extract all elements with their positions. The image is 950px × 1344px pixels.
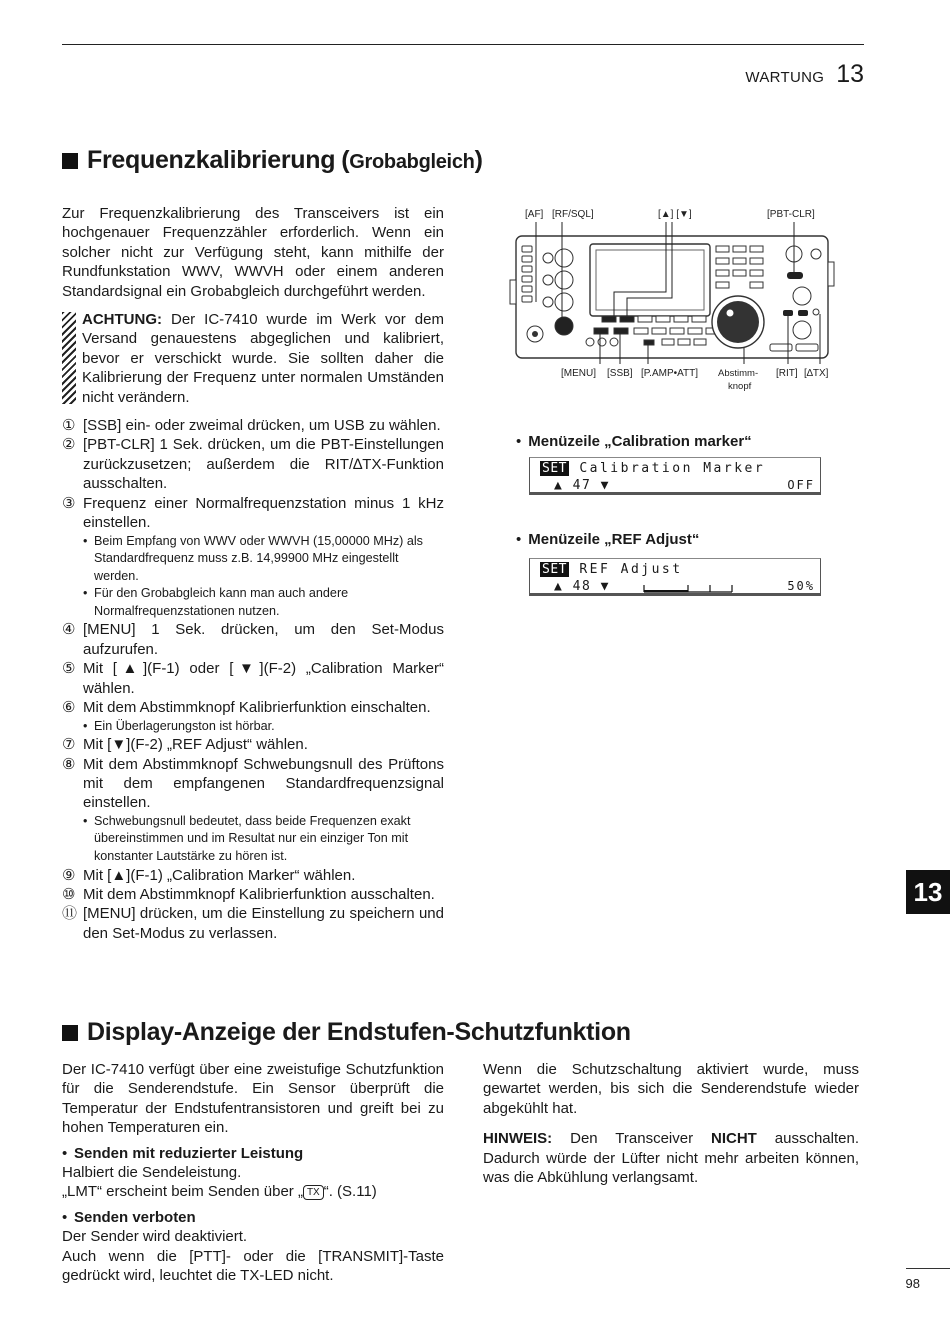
menu2-heading-line: • Menüzeile „REF Adjust“ <box>516 531 700 548</box>
section1-title-sub: Grobabgleich <box>349 151 475 173</box>
up-arrow-icon: ▲ <box>554 579 564 594</box>
section2-right-column <box>483 1060 859 1187</box>
menu1-heading-line: • Menüzeile „Calibration marker“ <box>516 433 752 450</box>
running-head <box>745 60 864 89</box>
section2-right-p1: Wenn die Schutzschaltung aktiviert wurde, muss gewartet werden, bis sich die Senderendstufe wieder abgekühlt hat. <box>483 1061 859 1117</box>
menu2-number: 48 <box>572 579 592 594</box>
menu1-heading: Menüzeile „Calibration marker“ <box>528 433 752 450</box>
item1-line1: Halbiert die Sendeleistung. <box>62 1164 242 1182</box>
step-1: ① [SSB] ein- oder zweimal drücken, um USB zu wählen. <box>62 417 441 435</box>
step-8: ⑧ Mit dem Abstimmknopf Schwebungsnull des Prüftons mit dem empfangenen Standardfrequenzsignal einstellen. <box>62 755 444 812</box>
step-10: ⑩ Mit dem Abstimmknopf Kalibrierfunktion ausschalten. <box>62 885 435 903</box>
label-dtx: [∆TX] <box>804 368 829 379</box>
menu1-value: OFF <box>787 478 815 492</box>
down-arrow-icon: ▼ <box>600 478 610 493</box>
label-tuning-knob-2: knopf <box>728 381 752 392</box>
step-11: ⑪ [MENU] drücken, um die Einstellung zu speichern und den Set-Modus zu verlassen. <box>62 905 444 942</box>
label-af: [AF] <box>525 209 544 220</box>
section2-intro: Der IC-7410 verfügt über eine zweistufige Schutzfunktion für die Senderendstufe. Ein Sensor überprüft die Temperatur der Endstufentransistoren und greift bei zu hohen Temperaturen ein. <box>62 1061 444 1137</box>
menu2-set-badge: SET <box>542 562 567 577</box>
caution-text: Der IC-7410 wurde im Werk vor dem Versand genauestens abgeglichen und kalibriert, bevor er verschickt wurde. Sie sollten daher die Kalibrierung der Frequenz unter normalen Umständen nicht verändern. <box>82 311 444 406</box>
chapter-number: 13 <box>836 60 864 88</box>
step-6: ⑥ Mit dem Abstimmknopf Kalibrierfunktion einschalten. <box>62 699 431 717</box>
menu1-set-badge: SET <box>542 461 567 476</box>
item2-line1: Der Sender wird deaktiviert. <box>62 1228 248 1246</box>
down-arrow-icon: ▼ <box>600 579 610 594</box>
section1-heading: Frequenzkalibrierung ( Grobabgleich ) <box>62 146 483 175</box>
step-3-note-2: • Für den Grobabgleich kann man auch andere Normalfrequenzstationen nutzen. <box>62 585 444 620</box>
label-pbt-clr: [PBT-CLR] <box>767 209 815 220</box>
page-number: 98 <box>905 1276 920 1291</box>
menu2-level-bar <box>642 582 734 594</box>
step-5: ⑤ Mit [▲](F-1) oder [▼](F-2) „Calibration Marker“ wählen. <box>62 660 444 697</box>
section2-heading <box>62 1018 631 1047</box>
item1-heading: • Senden mit reduzierter Leistung <box>62 1144 444 1163</box>
transceiver-front-panel-diagram <box>506 200 846 400</box>
step-9: ⑨ Mit [▲](F-1) „Calibration Marker“ wählen. <box>62 866 356 884</box>
label-tuning-knob-1: Abstimm- <box>718 368 759 379</box>
section1-left-column <box>62 204 444 943</box>
section2-left-column <box>62 1060 444 1285</box>
step-4: ④ [MENU] 1 Sek. drücken, um den Set-Modus aufzurufen. <box>62 621 444 658</box>
menu2-item: REF Adjust <box>579 562 683 577</box>
tx-key-icon: TX <box>303 1185 324 1200</box>
top-rule <box>62 44 864 45</box>
item2-heading: • Senden verboten <box>62 1208 444 1227</box>
menu2-lcd <box>529 558 821 596</box>
step-3: ③ Frequenz einer Normalfrequenzstation minus 1 kHz einstellen. <box>62 494 444 532</box>
step-7: ⑦ Mit [▼](F-2) „REF Adjust“ wählen. <box>62 736 308 754</box>
menu1-item: Calibration Marker <box>579 461 766 476</box>
step-3-note-1: • Beim Empfang von WWV oder WWVH (15,00000 MHz) als Standardfrequenz muss z.B. 14,99900 MHz eingestellt werden. <box>62 533 444 586</box>
label-up-down: [▲] [▼] <box>658 209 692 220</box>
label-menu: [MENU] <box>561 368 596 379</box>
section1-intro: Zur Frequenzkalibrierung des Transceivers ist ein hochgenauer Frequenzzähler erforderlich. Wenn ein solcher nicht zur Verfügung steht, kann mithilfe der Rundfunkstation WWV, WWVH oder einem anderen Standardsignal ein Grobabgleich durchgeführt werden. <box>62 205 444 300</box>
up-arrow-icon: ▲ <box>554 478 564 493</box>
menu2-value: 50% <box>787 579 815 593</box>
section1-title: Frequenzkalibrierung <box>87 146 336 174</box>
chapter-tab: 13 <box>906 870 950 914</box>
hint-paragraph: HINWEIS: Den Transceiver NICHT ausschalten. Dadurch würde der Lüfter nicht mehr arbeiten können, was die Abkühlung verlangsamt. <box>483 1130 859 1187</box>
label-pamp-att: [P.AMP•ATT] <box>641 368 699 379</box>
heading-square-icon <box>62 1025 78 1041</box>
label-rit: [RIT] <box>776 368 798 379</box>
menu1-number: 47 <box>572 478 592 493</box>
item1-line2: „LMT“ erscheint beim Senden über „ TX “. (S.11) <box>62 1183 377 1201</box>
menu1-lcd <box>529 457 821 495</box>
label-rf-sql: [RF/SQL] <box>552 209 594 220</box>
section-name: WARTUNG <box>745 69 825 86</box>
section2-title: Display-Anzeige der Endstufen-Schutzfunktion <box>87 1018 631 1046</box>
step-2: ② [PBT-CLR] 1 Sek. drücken, um die PBT-Einstellungen zurückzusetzen; außerdem die RIT/∆TX-Funktion ausschalten. <box>62 436 444 493</box>
caution-label: ACHTUNG: <box>82 311 162 329</box>
caution-hatch-icon <box>62 312 76 404</box>
caution-box <box>62 310 444 407</box>
label-ssb: [SSB] <box>607 368 633 379</box>
bottom-rule <box>906 1268 950 1269</box>
item2-line2: Auch wenn die [PTT]- oder die [TRANSMIT]-Taste gedrückt wird, leuchtet die TX-LED nicht. <box>62 1247 444 1285</box>
heading-square-icon <box>62 153 78 169</box>
menu2-heading: Menüzeile „REF Adjust“ <box>528 531 700 548</box>
step-list <box>62 416 444 943</box>
step-8-note: • Schwebungsnull bedeutet, dass beide Frequenzen exakt übereinstimmen und im Resultat nur ein einziger Ton mit konstanter Lautstärke zu hören ist. <box>62 813 444 866</box>
step-6-note: • Ein Überlagerungston ist hörbar. <box>62 718 444 736</box>
